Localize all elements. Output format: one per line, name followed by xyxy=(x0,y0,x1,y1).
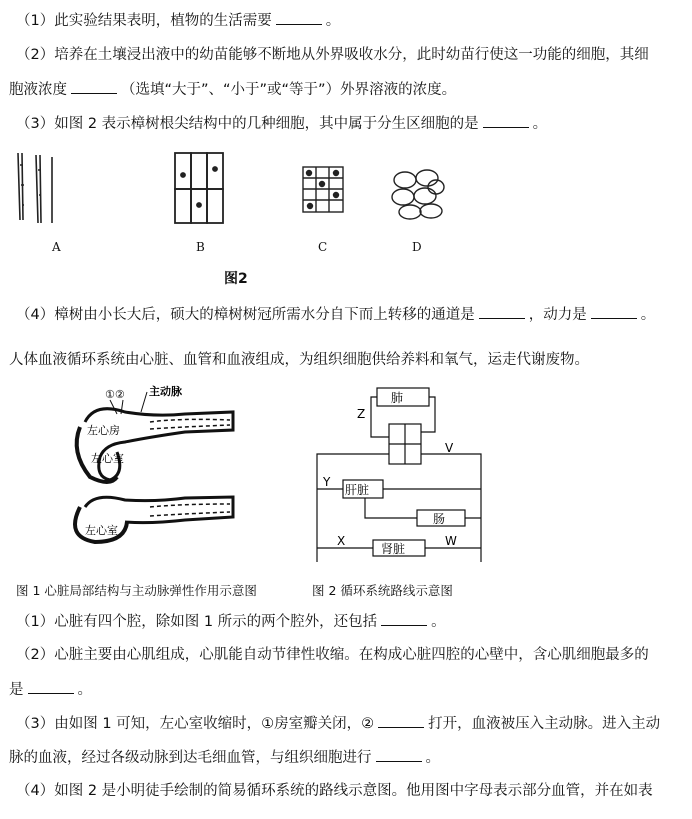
answer-blank[interactable] xyxy=(483,113,529,128)
label-c: C xyxy=(318,240,328,254)
caption-fig1: 图 1 心脏局部结构与主动脉弹性作用示意图 xyxy=(16,583,257,598)
label-d: D xyxy=(412,240,422,254)
root-cells-figure xyxy=(0,145,460,245)
part2-question-3-line-2: 脉的血液，经过各级动脉到达毛细血管，与组织细胞进行 。 xyxy=(9,747,692,768)
answer-blank[interactable] xyxy=(276,10,322,25)
part2-question-3-line-1: （3）由如图 1 可知，左心室收缩时，①房室瓣关闭，② 打开，血液被压入主动脉。进入主动 xyxy=(16,713,692,734)
aorta-label: 主动脉 xyxy=(149,385,182,398)
vessel-z: Z xyxy=(357,407,366,421)
ventricle-label: 左心室 xyxy=(91,452,124,465)
cell-c-drawing xyxy=(303,167,343,212)
intro-text: 人体血液循环系统由心脏、血管和血液组成，为组织细胞供给养料和氧气，运走代谢废物。 xyxy=(9,352,589,368)
answer-blank[interactable] xyxy=(591,304,637,319)
question-2-line-2: 胞液浓度 （选填“大于”、“小于”或“等于”）外界溶液的浓度。 xyxy=(9,79,692,100)
valve-marks: ①② xyxy=(105,388,125,401)
answer-blank[interactable] xyxy=(378,713,424,728)
caption-fig2: 图 2 循环系统路线示意图 xyxy=(312,583,453,598)
cell-a-drawing xyxy=(18,153,52,223)
atrium-label: 左心房 xyxy=(87,424,120,437)
kidney-label: 肾脏 xyxy=(381,542,406,556)
vessel-v: V xyxy=(445,441,454,455)
vessel-x: X xyxy=(337,534,346,548)
label-a: A xyxy=(52,240,61,254)
cell-d-drawing xyxy=(392,170,444,219)
question-2-line-1: （2）培养在土壤浸出液中的幼苗能够不断地从外界吸收水分，此时幼苗行使这一功能的细胞，其细 xyxy=(16,47,649,63)
part2-question-2-line-2: 是 。 xyxy=(9,679,692,700)
question-3: （3）如图 2 表示樟树根尖结构中的几种细胞，其中属于分生区细胞的是 。 xyxy=(16,113,692,134)
question-4: （4）樟树由小长大后，硕大的樟树树冠所需水分自下而上转移的通道是 ，动力是 。 xyxy=(16,304,692,325)
answer-blank[interactable] xyxy=(479,304,525,319)
figure-2-title: 图2 xyxy=(224,271,248,287)
circulation-circuit-figure xyxy=(305,382,505,562)
cell-b-drawing xyxy=(175,153,223,223)
part2-question-1: （1）心脏有四个腔，除如图 1 所示的两个腔外，还包括 。 xyxy=(16,611,692,632)
liver-label: 肝脏 xyxy=(345,483,370,497)
answer-blank[interactable] xyxy=(71,79,117,94)
part2-question-4: （4）如图 2 是小明徒手绘制的简易循环系统的路线示意图。他用图中字母表示部分血管，并在如表 xyxy=(16,783,653,799)
label-b: B xyxy=(196,240,205,254)
answer-blank[interactable] xyxy=(28,679,74,694)
vessel-y: Y xyxy=(323,475,331,489)
lung-label: 肺 xyxy=(391,391,404,405)
heart-figure xyxy=(55,382,255,572)
gut-label: 肠 xyxy=(433,512,446,526)
question-1: （1）此实验结果表明，植物的生活需要 。 xyxy=(16,10,692,31)
ventricle-label-2: 左心室 xyxy=(85,524,118,537)
answer-blank[interactable] xyxy=(381,611,427,626)
vessel-w: W xyxy=(445,534,457,548)
answer-blank[interactable] xyxy=(376,747,422,762)
part2-question-2-line-1: （2）心脏主要由心肌组成，心肌能自动节律性收缩。在构成心脏四腔的心壁中，含心肌细胞最多的 xyxy=(16,647,649,663)
